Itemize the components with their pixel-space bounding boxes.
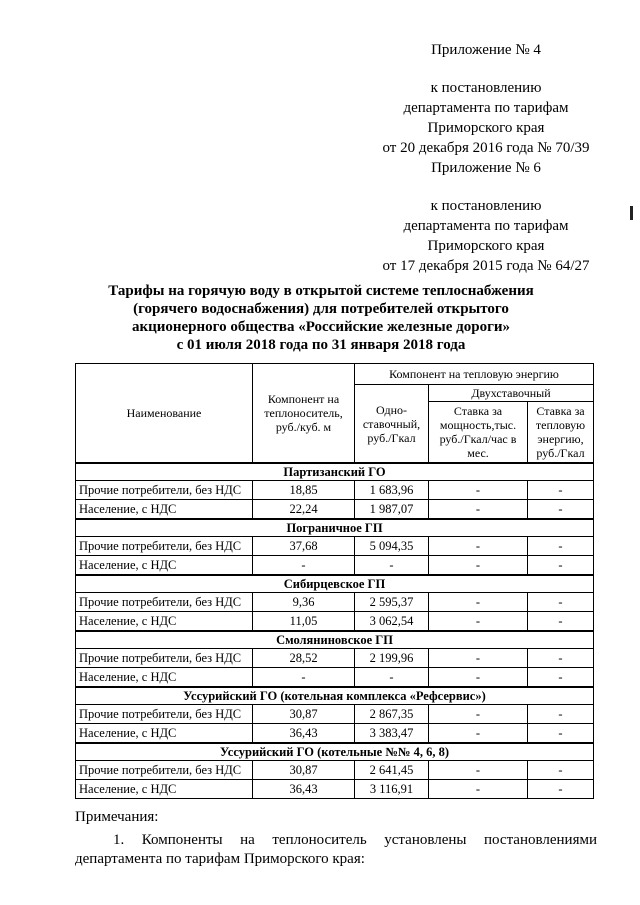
row-capacity-rate: -	[429, 612, 528, 632]
row-single-rate: -	[355, 556, 429, 576]
notes-heading: Примечания:	[75, 809, 159, 825]
row-single-rate: 2 867,35	[355, 705, 429, 724]
appendix-6-line: от 17 декабря 2015 года № 64/27	[382, 258, 590, 274]
table-row	[76, 668, 594, 688]
region-name: Уссурийский ГО (котельные №№ 4, 6, 8)	[76, 743, 594, 761]
table-row	[76, 612, 594, 632]
row-name: Население, с НДС	[76, 556, 253, 576]
row-single-rate: -	[355, 668, 429, 688]
region-row	[76, 519, 594, 537]
row-capacity-rate: -	[429, 556, 528, 576]
row-name: Прочие потребители, без НДС	[76, 537, 253, 556]
appendix-4-line: департамента по тарифам	[403, 100, 569, 116]
row-name: Прочие потребители, без НДС	[76, 593, 253, 612]
table-row	[76, 593, 594, 612]
appendix-4-line: Приморского края	[427, 120, 545, 136]
row-capacity-rate: -	[429, 705, 528, 724]
row-single-rate: 3 116,91	[355, 780, 429, 799]
header-two-rate: Двухставочный	[429, 385, 594, 402]
table-row	[76, 500, 594, 520]
appendix-4-block	[376, 40, 596, 158]
row-name: Население, с НДС	[76, 724, 253, 744]
header-component: Компонент на теплоноситель, руб./куб. м	[253, 364, 355, 464]
table-row	[76, 761, 594, 780]
row-component: -	[253, 556, 355, 576]
row-energy-rate: -	[528, 780, 594, 799]
title-line: Тарифы на горячую воду в открытой системе теплоснабжения	[108, 283, 534, 299]
row-energy-rate: -	[528, 556, 594, 576]
scan-edge-mark	[630, 206, 633, 220]
row-energy-rate: -	[528, 649, 594, 668]
table-row	[76, 481, 594, 500]
appendix-4-line: к постановлению	[430, 80, 542, 96]
row-component: 9,36	[253, 593, 355, 612]
table-row	[76, 537, 594, 556]
row-capacity-rate: -	[429, 724, 528, 744]
row-component: 30,87	[253, 761, 355, 780]
appendix-4-line: от 20 декабря 2016 года № 70/39	[382, 140, 590, 156]
row-name: Население, с НДС	[76, 668, 253, 688]
row-name: Прочие потребители, без НДС	[76, 761, 253, 780]
row-single-rate: 5 094,35	[355, 537, 429, 556]
row-single-rate: 2 641,45	[355, 761, 429, 780]
table-row	[76, 649, 594, 668]
region-row	[76, 463, 594, 481]
row-energy-rate: -	[528, 537, 594, 556]
row-capacity-rate: -	[429, 593, 528, 612]
row-component: 36,43	[253, 724, 355, 744]
row-energy-rate: -	[528, 705, 594, 724]
title-line: (горячего водоснабжения) для потребителей открытого	[133, 301, 509, 317]
row-capacity-rate: -	[429, 649, 528, 668]
region-name: Партизанский ГО	[76, 463, 594, 481]
appendix-6-line: к постановлению	[430, 198, 542, 214]
row-single-rate: 3 062,54	[355, 612, 429, 632]
row-single-rate: 2 595,37	[355, 593, 429, 612]
region-row	[76, 631, 594, 649]
row-energy-rate: -	[528, 500, 594, 520]
row-capacity-rate: -	[429, 668, 528, 688]
region-name: Сибирцевское ГП	[76, 575, 594, 593]
appendix-6-line: департамента по тарифам	[403, 218, 569, 234]
row-single-rate: 1 987,07	[355, 500, 429, 520]
header-single-rate: Одно-ставочный, руб./Гкал	[355, 385, 429, 464]
appendix-6-title: Приложение № 6	[431, 160, 541, 176]
row-capacity-rate: -	[429, 537, 528, 556]
region-name: Смоляниновское ГП	[76, 631, 594, 649]
row-name: Население, с НДС	[76, 500, 253, 520]
row-component: 11,05	[253, 612, 355, 632]
region-row	[76, 575, 594, 593]
row-component: 22,24	[253, 500, 355, 520]
row-component: 28,52	[253, 649, 355, 668]
row-name: Прочие потребители, без НДС	[76, 649, 253, 668]
region-row	[76, 687, 594, 705]
row-single-rate: 2 199,96	[355, 649, 429, 668]
header-energy-rate: Ставка за тепловую энергию, руб./Гкал	[528, 402, 594, 464]
row-energy-rate: -	[528, 593, 594, 612]
appendix-6-line: Приморского края	[427, 238, 545, 254]
row-component: 37,68	[253, 537, 355, 556]
row-single-rate: 3 383,47	[355, 724, 429, 744]
row-energy-rate: -	[528, 668, 594, 688]
row-component: 36,43	[253, 780, 355, 799]
region-row	[76, 743, 594, 761]
row-capacity-rate: -	[429, 481, 528, 500]
note-item-1-continuation: департамента по тарифам Приморского края:	[75, 851, 365, 867]
table-row	[76, 705, 594, 724]
row-name: Население, с НДС	[76, 612, 253, 632]
row-component: 18,85	[253, 481, 355, 500]
title-line: с 01 июля 2018 года по 31 января 2018 года	[176, 337, 466, 353]
row-name: Прочие потребители, без НДС	[76, 481, 253, 500]
region-name: Уссурийский ГО (котельная комплекса «Рефсервис»)	[76, 687, 594, 705]
table-row	[76, 556, 594, 576]
appendix-6-block	[376, 158, 596, 276]
notes-block	[75, 808, 597, 869]
header-capacity-rate: Ставка за мощность,тыс. руб./Гкал/час в мес.	[429, 402, 528, 464]
header-name: Наименование	[76, 364, 253, 464]
table-row	[76, 724, 594, 744]
tariff-table	[75, 363, 594, 799]
row-energy-rate: -	[528, 481, 594, 500]
row-capacity-rate: -	[429, 780, 528, 799]
row-component: -	[253, 668, 355, 688]
row-single-rate: 1 683,96	[355, 481, 429, 500]
row-energy-rate: -	[528, 612, 594, 632]
row-name: Прочие потребители, без НДС	[76, 705, 253, 724]
region-name: Пограничное ГП	[76, 519, 594, 537]
row-capacity-rate: -	[429, 500, 528, 520]
row-energy-rate: -	[528, 761, 594, 780]
appendix-4-title: Приложение № 4	[431, 42, 541, 58]
table-row	[76, 780, 594, 799]
document-title	[86, 282, 556, 354]
header-row	[76, 364, 594, 385]
header-thermal-group: Компонент на тепловую энергию	[355, 364, 594, 385]
row-component: 30,87	[253, 705, 355, 724]
row-capacity-rate: -	[429, 761, 528, 780]
row-name: Население, с НДС	[76, 780, 253, 799]
note-item-1: 1. Компоненты на теплоноситель установлены постановлениями	[113, 832, 597, 848]
row-energy-rate: -	[528, 724, 594, 744]
title-line: акционерного общества «Российские железные дороги»	[131, 319, 511, 335]
